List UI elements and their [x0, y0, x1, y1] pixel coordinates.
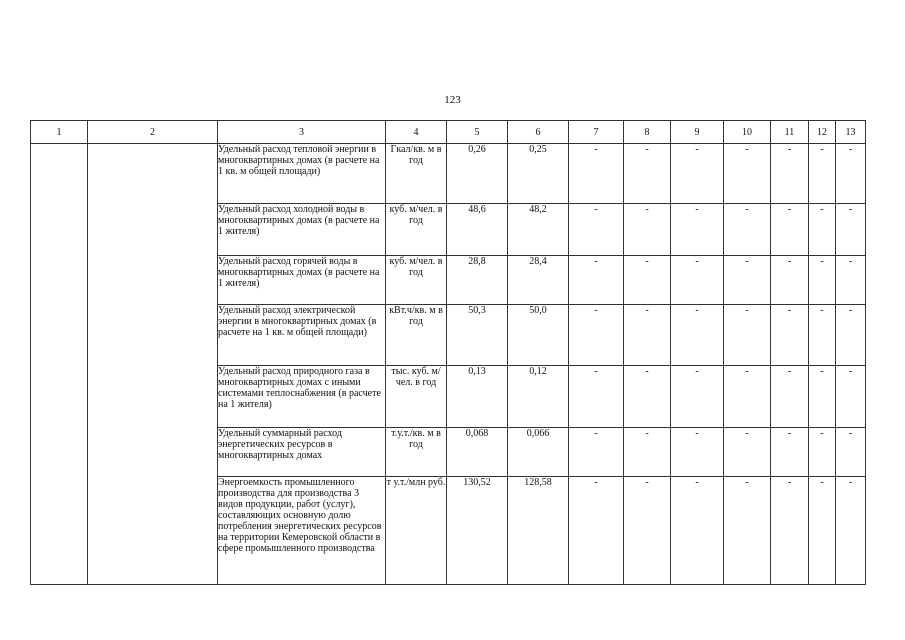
- value-col-12: -: [809, 366, 836, 428]
- value-col-7: -: [569, 256, 624, 305]
- indicator-description: Удельный расход горячей воды в многоквартирных домах (в расчете на 1 жителя): [218, 256, 386, 305]
- value-col-5: 28,8: [447, 256, 508, 305]
- value-col-11: -: [771, 428, 809, 477]
- header-cell-13: 13: [836, 121, 866, 144]
- value-col-11: -: [771, 204, 809, 256]
- header-cell-1: 1: [31, 121, 88, 144]
- indicator-description: Удельный суммарный расход энергетических ресурсов в многоквартирных домах: [218, 428, 386, 477]
- indicator-description: Удельный расход электрической энергии в многоквартирных домах (в расчете на 1 кв. м общей площади): [218, 305, 386, 366]
- value-col-11: -: [771, 366, 809, 428]
- indicator-unit: т у.т./млн руб.: [386, 477, 447, 585]
- value-col-8: -: [624, 144, 671, 204]
- indicator-unit: куб. м/чел. в год: [386, 256, 447, 305]
- header-cell-9: 9: [671, 121, 724, 144]
- value-col-6: 0,066: [508, 428, 569, 477]
- value-col-9: -: [671, 256, 724, 305]
- indicator-description: Удельный расход тепловой энергии в многоквартирных домах (в расчете на 1 кв. м общей площади): [218, 144, 386, 204]
- indicator-unit: Гкал/кв. м в год: [386, 144, 447, 204]
- indicator-description: Энергоемкость промышленного производства для производства 3 видов продукции, работ (услуг), составляющих основную долю потребления энергетических ресурсов на территории Кемеровской области в сфере промышленного производства: [218, 477, 386, 585]
- value-col-8: -: [624, 305, 671, 366]
- value-col-6: 0,12: [508, 366, 569, 428]
- value-col-6: 48,2: [508, 204, 569, 256]
- header-cell-6: 6: [508, 121, 569, 144]
- value-col-8: -: [624, 256, 671, 305]
- value-col-5: 48,6: [447, 204, 508, 256]
- value-col-11: -: [771, 256, 809, 305]
- value-col-10: -: [724, 305, 771, 366]
- value-col-6: 50,0: [508, 305, 569, 366]
- value-col-8: -: [624, 366, 671, 428]
- value-col-12: -: [809, 477, 836, 585]
- value-col-9: -: [671, 428, 724, 477]
- header-cell-8: 8: [624, 121, 671, 144]
- value-col-12: -: [809, 428, 836, 477]
- value-col-8: -: [624, 428, 671, 477]
- value-col-12: -: [809, 144, 836, 204]
- value-col-11: -: [771, 305, 809, 366]
- indicator-table: [30, 120, 866, 585]
- value-col-10: -: [724, 366, 771, 428]
- value-col-7: -: [569, 477, 624, 585]
- value-col-7: -: [569, 144, 624, 204]
- value-col-10: -: [724, 144, 771, 204]
- indicator-unit: тыс. куб. м/чел. в год: [386, 366, 447, 428]
- value-col-13: -: [836, 366, 866, 428]
- value-col-13: -: [836, 256, 866, 305]
- table-row: [31, 144, 866, 204]
- value-col-5: 130,52: [447, 477, 508, 585]
- value-col-5: 50,3: [447, 305, 508, 366]
- merged-cell-col-1: [31, 144, 88, 585]
- value-col-10: -: [724, 477, 771, 585]
- value-col-9: -: [671, 305, 724, 366]
- header-row: [31, 121, 866, 144]
- value-col-5: 0,26: [447, 144, 508, 204]
- value-col-12: -: [809, 305, 836, 366]
- indicator-unit: куб. м/чел. в год: [386, 204, 447, 256]
- header-cell-2: 2: [88, 121, 218, 144]
- value-col-13: -: [836, 305, 866, 366]
- indicator-description: Удельный расход природного газа в многоквартирных домах с иными системами теплоснабжения (в расчете на 1 жителя): [218, 366, 386, 428]
- indicator-description: Удельный расход холодной воды в многоквартирных домах (в расчете на 1 жителя): [218, 204, 386, 256]
- value-col-10: -: [724, 428, 771, 477]
- value-col-6: 28,4: [508, 256, 569, 305]
- value-col-11: -: [771, 144, 809, 204]
- value-col-9: -: [671, 477, 724, 585]
- header-cell-7: 7: [569, 121, 624, 144]
- value-col-10: -: [724, 256, 771, 305]
- value-col-7: -: [569, 204, 624, 256]
- indicator-unit: кВт.ч/кв. м в год: [386, 305, 447, 366]
- header-cell-11: 11: [771, 121, 809, 144]
- merged-cell-col-2: [88, 144, 218, 585]
- header-cell-12: 12: [809, 121, 836, 144]
- header-cell-5: 5: [447, 121, 508, 144]
- value-col-9: -: [671, 204, 724, 256]
- value-col-7: -: [569, 366, 624, 428]
- value-col-8: -: [624, 477, 671, 585]
- value-col-7: -: [569, 428, 624, 477]
- header-cell-4: 4: [386, 121, 447, 144]
- page-number: 123: [444, 94, 461, 106]
- value-col-6: 128,58: [508, 477, 569, 585]
- value-col-8: -: [624, 204, 671, 256]
- value-col-5: 0,13: [447, 366, 508, 428]
- value-col-5: 0,068: [447, 428, 508, 477]
- value-col-11: -: [771, 477, 809, 585]
- value-col-6: 0,25: [508, 144, 569, 204]
- value-col-13: -: [836, 144, 866, 204]
- value-col-13: -: [836, 428, 866, 477]
- value-col-12: -: [809, 256, 836, 305]
- value-col-9: -: [671, 144, 724, 204]
- value-col-12: -: [809, 204, 836, 256]
- value-col-9: -: [671, 366, 724, 428]
- value-col-13: -: [836, 477, 866, 585]
- value-col-7: -: [569, 305, 624, 366]
- indicator-unit: т.у.т./кв. м в год: [386, 428, 447, 477]
- value-col-10: -: [724, 204, 771, 256]
- header-cell-3: 3: [218, 121, 386, 144]
- value-col-13: -: [836, 204, 866, 256]
- header-cell-10: 10: [724, 121, 771, 144]
